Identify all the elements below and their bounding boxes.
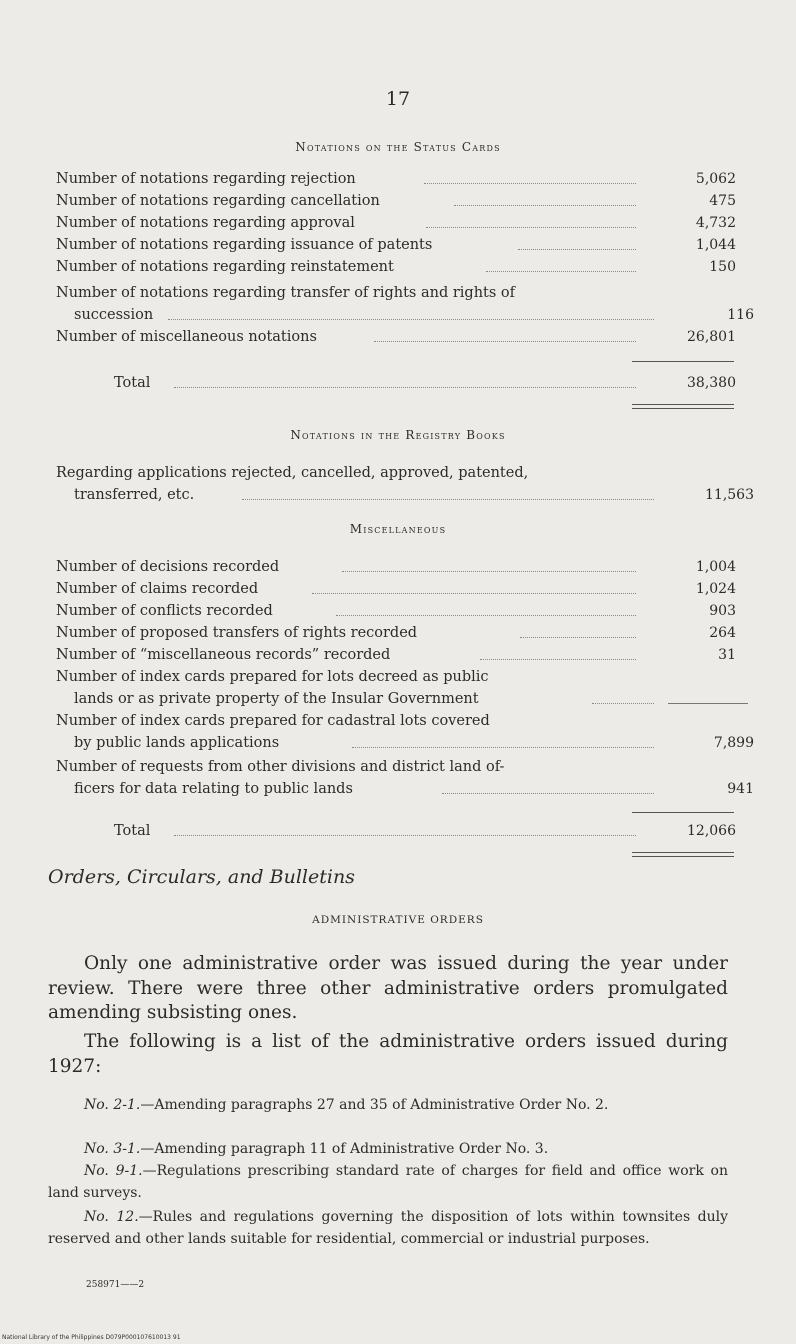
section-heading-miscellaneous: Miscellaneous — [349, 522, 447, 536]
blank-value-line — [668, 703, 748, 704]
dot-leader — [424, 183, 636, 184]
row-value: 150 — [709, 259, 736, 275]
total-rule — [632, 812, 734, 813]
section-heading-registry-books: Notations in the Registry Books — [290, 428, 506, 442]
dot-leader — [168, 319, 654, 320]
section-title-orders: Orders, Circulars, and Bulletins — [48, 866, 355, 888]
row-label: Number of notations regarding rejection — [56, 171, 356, 187]
dot-leader — [518, 249, 636, 250]
dot-leader — [342, 571, 636, 572]
section-heading-status-cards: Notations on the Status Cards — [295, 140, 501, 154]
row-label: Number of miscellaneous notations — [56, 329, 317, 345]
total-row — [56, 372, 736, 394]
dot-leader — [312, 593, 636, 594]
page-number: 17 — [385, 88, 411, 110]
table-row — [56, 326, 736, 348]
registry-row-line2 — [56, 484, 754, 506]
dot-leader — [426, 227, 636, 228]
dot-leader — [352, 747, 654, 748]
total-row — [56, 820, 736, 842]
row-label: Number of conflicts recorded — [56, 603, 273, 619]
order-number: No. 3-1. — [84, 1141, 141, 1157]
dot-leader — [592, 703, 654, 704]
dot-leader — [374, 341, 636, 342]
subheading-administrative-orders: ADMINISTRATIVE ORDERS — [312, 914, 484, 926]
total-value: 12,066 — [687, 823, 736, 839]
dot-leader — [486, 271, 636, 272]
order-number: No. 2-1. — [84, 1097, 141, 1113]
row-value: 11,563 — [705, 487, 754, 503]
row-label: Number of requests from other divisions and district land of- — [56, 759, 505, 775]
row-value: 941 — [727, 781, 754, 797]
row-value: 264 — [709, 625, 736, 641]
table-row — [56, 578, 736, 600]
double-rule — [632, 852, 734, 853]
order-text: —Amending paragraph 11 of Administrative Order No. 3. — [140, 1141, 549, 1157]
total-rule — [632, 361, 734, 362]
dot-leader — [480, 659, 636, 660]
order-number: No. 9-1. — [84, 1163, 143, 1179]
row-label: by public lands applications — [74, 735, 280, 751]
row-label: Number of “miscellaneous records” recorded — [56, 647, 391, 663]
row-label: Number of index cards prepared for lots decreed as public — [56, 669, 489, 685]
row-label: Number of notations regarding approval — [56, 215, 355, 231]
double-rule — [632, 408, 734, 409]
row-value: 1,004 — [695, 559, 736, 575]
table-row — [56, 556, 736, 578]
table-row — [56, 212, 736, 234]
dot-leader — [520, 637, 636, 638]
table-row — [56, 710, 736, 732]
double-rule — [632, 856, 734, 857]
dot-leader — [242, 499, 654, 500]
row-value: 4,732 — [695, 215, 736, 231]
table-row — [56, 756, 736, 778]
order-item — [48, 1094, 728, 1116]
double-rule — [632, 404, 734, 405]
table-row — [56, 256, 736, 278]
row-label: Number of claims recorded — [56, 581, 259, 597]
row-label: Regarding applications rejected, cancelled, approved, patented, — [56, 465, 529, 481]
order-number: No. 12. — [84, 1209, 139, 1225]
paragraph: Only one administrative order was issued during the year under review. There were three other administrative orders promulgated amending subsisting ones. — [48, 953, 728, 1023]
table-row — [56, 644, 736, 666]
printer-signature: 258971——2 — [86, 1280, 145, 1290]
row-label: Number of index cards prepared for cadastral lots covered — [56, 713, 490, 729]
table-row — [56, 282, 736, 304]
row-value: 1,044 — [695, 237, 736, 253]
registry-row-line1 — [56, 462, 736, 484]
order-item — [48, 1138, 728, 1160]
order-item — [48, 1206, 728, 1250]
table-row — [56, 168, 736, 190]
order-item — [48, 1160, 728, 1204]
row-value: 31 — [718, 647, 736, 663]
dot-leader — [454, 205, 636, 206]
row-label: Number of notations regarding issuance of patents — [56, 237, 433, 253]
order-text: —Rules and regulations governing the disposition of lots within townsites duly reserved and other lands suitable for residential, commercial or industrial purposes. — [48, 1209, 728, 1247]
row-value: 903 — [709, 603, 736, 619]
table-row — [56, 688, 754, 710]
dot-leader — [174, 835, 636, 836]
row-label: Number of notations regarding cancellation — [56, 193, 380, 209]
order-text: —Regulations prescribing standard rate of charges for field and office work on land surveys. — [48, 1163, 728, 1201]
order-text: —Amending paragraphs 27 and 35 of Administrative Order No. 2. — [140, 1097, 609, 1113]
row-label: succession — [74, 307, 154, 323]
row-label: transferred, etc. — [74, 487, 195, 503]
row-value: 26,801 — [687, 329, 736, 345]
row-label: Number of decisions recorded — [56, 559, 280, 575]
row-label: lands or as private property of the Insular Government — [74, 691, 479, 707]
row-label: Number of proposed transfers of rights recorded — [56, 625, 418, 641]
row-label: Number of notations regarding reinstatement — [56, 259, 394, 275]
row-label: ficers for data relating to public lands — [74, 781, 353, 797]
table-row — [56, 622, 736, 644]
table-row — [56, 190, 736, 212]
row-value: 116 — [727, 307, 754, 323]
archive-credit: National Library of the Philippines D079P000107610013 91 — [2, 1334, 181, 1341]
table-row — [56, 304, 754, 326]
table-row — [56, 666, 736, 688]
dot-leader — [442, 793, 654, 794]
table-row — [56, 732, 754, 754]
total-label: Total — [114, 375, 151, 391]
row-value: 5,062 — [695, 171, 736, 187]
dot-leader — [336, 615, 636, 616]
table-row — [56, 600, 736, 622]
row-value: 475 — [709, 193, 736, 209]
paragraph: The following is a list of the administrative orders issued during 1927: — [48, 1031, 728, 1077]
dot-leader — [174, 387, 636, 388]
row-value: 1,024 — [695, 581, 736, 597]
row-label: Number of notations regarding transfer of rights and rights of — [56, 285, 516, 301]
total-label: Total — [114, 823, 151, 839]
table-row — [56, 778, 754, 800]
total-value: 38,380 — [687, 375, 736, 391]
table-row — [56, 234, 736, 256]
row-value: 7,899 — [713, 735, 754, 751]
